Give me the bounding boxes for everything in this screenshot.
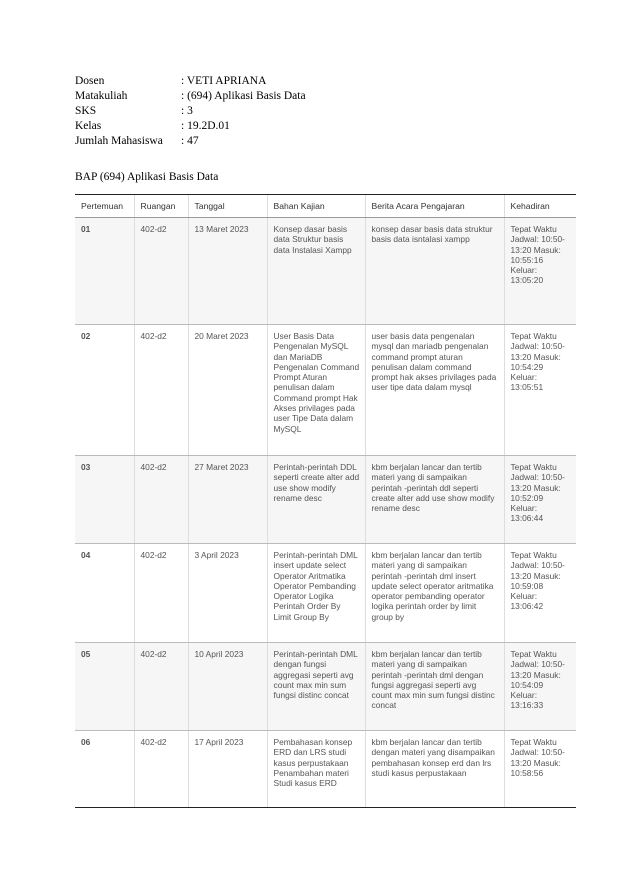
info-value: : 3 — [181, 105, 193, 117]
info-value: : 47 — [181, 135, 199, 147]
cell-tanggal: 20 Maret 2023 — [188, 325, 267, 456]
cell-bahan-kajian: Pembahasan konsep ERD dan LRS studi kasus perpustakaan Penambahan materi Studi kasus ERD — [267, 731, 365, 808]
info-label: SKS — [75, 105, 97, 117]
cell-pertemuan: 05 — [75, 643, 134, 731]
cell-ruangan: 402-d2 — [134, 218, 188, 325]
cell-pertemuan: 03 — [75, 456, 134, 544]
course-info — [75, 74, 306, 149]
cell-pertemuan: 04 — [75, 544, 134, 643]
info-row-sks — [75, 104, 306, 119]
table-row — [75, 456, 576, 544]
table-header-row — [75, 195, 576, 218]
cell-tanggal: 27 Maret 2023 — [188, 456, 267, 544]
table-row — [75, 643, 576, 731]
cell-berita-acara: user basis data pengenalan mysql dan mariadb pengenalan command prompt aturan penulisan dalam command prompt hak akses privilages pada user tipe data dalam mysql — [365, 325, 504, 456]
cell-pertemuan: 01 — [75, 218, 134, 325]
info-label: Matakuliah — [75, 90, 128, 102]
cell-berita-acara: kbm berjalan lancar dan tertib materi yang di sampaikan perintah -perintah dml dengan fungsi aggregasi seperti avg count max min sum fungsi distinc concat — [365, 643, 504, 731]
info-label: Kelas — [75, 120, 102, 132]
cell-bahan-kajian: Perintah-perintah DDL seperti create alter add use show modify rename desc — [267, 456, 365, 544]
cell-bahan-kajian: Konsep dasar basis data Struktur basis data Instalasi Xampp — [267, 218, 365, 325]
cell-kehadiran: Tepat Waktu Jadwal: 10:50-13:20 Masuk: 10:55:16 Keluar: 13:05:20 — [504, 218, 576, 325]
cell-tanggal: 3 April 2023 — [188, 544, 267, 643]
cell-bahan-kajian: Perintah-perintah DML dengan fungsi aggregasi seperti avg count max min sum fungsi distinc concat — [267, 643, 365, 731]
table-row — [75, 218, 576, 325]
cell-kehadiran: Tepat Waktu Jadwal: 10:50-13:20 Masuk: 10:59:08 Keluar: 13:06:42 — [504, 544, 576, 643]
cell-kehadiran: Tepat Waktu Jadwal: 10:50-13:20 Masuk: 10:54:29 Keluar: 13:05:51 — [504, 325, 576, 456]
cell-tanggal: 13 Maret 2023 — [188, 218, 267, 325]
cell-ruangan: 402-d2 — [134, 731, 188, 808]
cell-berita-acara: kbm berjalan lancar dan tertib materi yang di sampaikan perintah -perintah dml insert update select operator aritmatika operator pembanding operator logika perintah order by limit group by — [365, 544, 504, 643]
cell-tanggal: 17 April 2023 — [188, 731, 267, 808]
header-ruangan: Ruangan — [134, 195, 188, 218]
info-label: Jumlah Mahasiswa — [75, 135, 163, 147]
bap-table — [75, 194, 576, 808]
cell-bahan-kajian: User Basis Data Pengenalan MySQL dan MariaDB Pengenalan Command Prompt Aturan penulisan dalam Command prompt Hak Akses privilages pada user Tipe Data dalam MySQL — [267, 325, 365, 456]
info-row-jumlah-mahasiswa — [75, 134, 306, 149]
header-pertemuan: Pertemuan — [75, 195, 134, 218]
table-row — [75, 544, 576, 643]
info-row-matakuliah — [75, 89, 306, 104]
header-berita-acara: Berita Acara Pengajaran — [365, 195, 504, 218]
header-kehadiran: Kehadiran — [504, 195, 576, 218]
cell-kehadiran: Tepat Waktu Jadwal: 10:50-13:20 Masuk: 10:52:09 Keluar: 13:06:44 — [504, 456, 576, 544]
cell-berita-acara: kbm berjalan lancar dan tertib dengan materi yang disampaikan pembahasan konsep erd dan lrs studi kasus perpustakaan — [365, 731, 504, 808]
cell-tanggal: 10 April 2023 — [188, 643, 267, 731]
info-row-dosen — [75, 74, 306, 89]
cell-kehadiran: Tepat Waktu Jadwal: 10:50-13:20 Masuk: 10:58:56 — [504, 731, 576, 808]
cell-kehadiran: Tepat Waktu Jadwal: 10:50-13:20 Masuk: 10:54:09 Keluar: 13:16:33 — [504, 643, 576, 731]
cell-ruangan: 402-d2 — [134, 544, 188, 643]
bap-title: BAP (694) Aplikasi Basis Data — [75, 171, 219, 183]
cell-pertemuan: 06 — [75, 731, 134, 808]
cell-bahan-kajian: Perintah-perintah DML insert update select Operator Aritmatika Operator Pembanding Operator Logika Perintah Order By Limit Group By — [267, 544, 365, 643]
info-value: : (694) Aplikasi Basis Data — [181, 90, 306, 102]
info-label: Dosen — [75, 75, 105, 87]
cell-pertemuan: 02 — [75, 325, 134, 456]
info-value: : VETI APRIANA — [181, 75, 267, 87]
table-row — [75, 325, 576, 456]
info-row-kelas — [75, 119, 306, 134]
info-value: : 19.2D.01 — [181, 120, 230, 132]
header-bahan-kajian: Bahan Kajian — [267, 195, 365, 218]
cell-ruangan: 402-d2 — [134, 325, 188, 456]
cell-ruangan: 402-d2 — [134, 643, 188, 731]
cell-ruangan: 402-d2 — [134, 456, 188, 544]
cell-berita-acara: kbm berjalan lancar dan tertib materi yang di sampaikan perintah -perintah ddl seperti create alter add use show modify rename desc — [365, 456, 504, 544]
cell-berita-acara: konsep dasar basis data struktur basis data isntalasi xampp — [365, 218, 504, 325]
table-row — [75, 731, 576, 808]
header-tanggal: Tanggal — [188, 195, 267, 218]
